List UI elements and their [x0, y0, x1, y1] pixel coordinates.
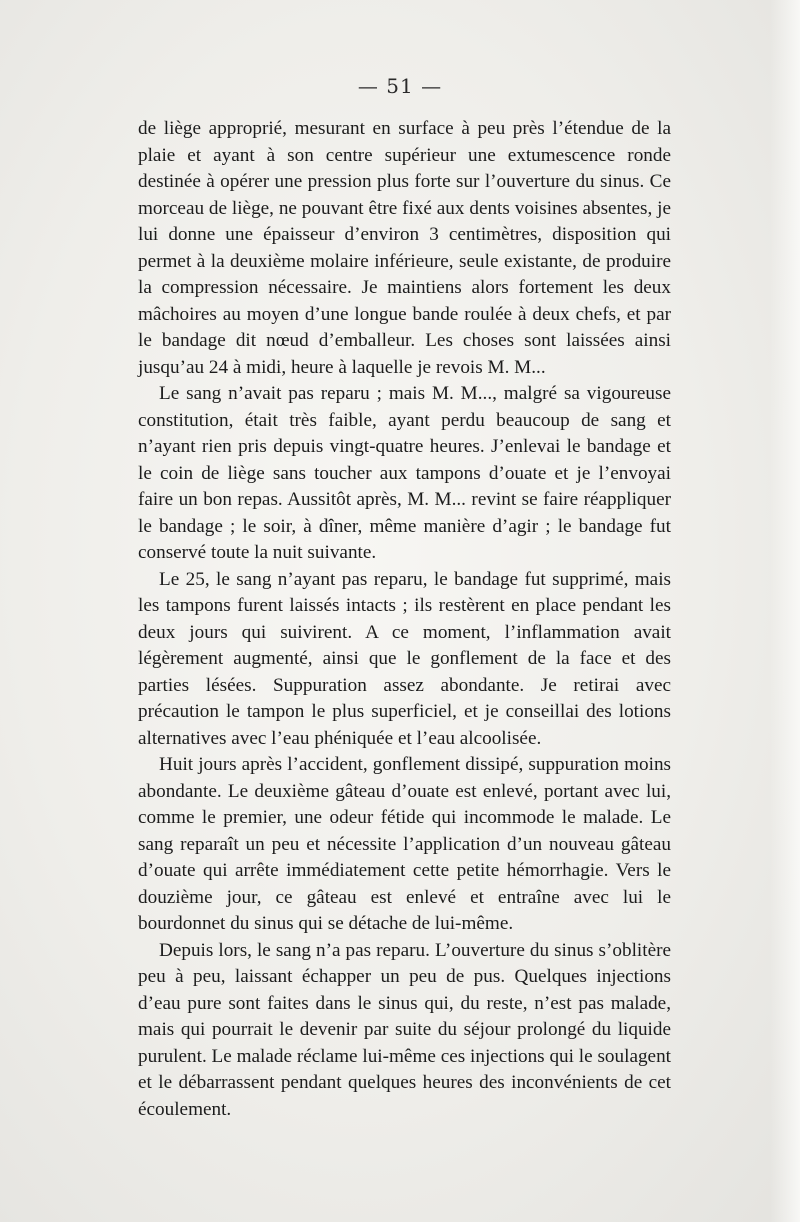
- paragraph: Huit jours après l’accident, gonflement dissipé, suppuration moins abondante. Le deuxième gâteau d’ouate est enlevé, portant avec lui, comme le premier, une odeur fétide qui incommode le malade. Le sang reparaît un peu et nécessite l’application d’un nouveau gâteau d’ouate qui arrête immédiatement cette petite hémorrhagie. Vers le douzième jour, ce gâteau est enlevé et entraîne avec lui le bourdonnet du sinus qui se détache de lui-même.: [138, 754, 671, 934]
- paragraph-continuation: de liège approprié, mesurant en surface à peu près l’étendue de la plaie et ayant à son centre supérieur une extumescence ronde destinée à opérer une pression plus forte sur l’ouverture du sinus. Ce morceau de liège, ne pouvant être fixé aux dents voisines absentes, je lui donne une épaisseur d’environ 3 centimètres, disposition qui permet à la deuxième molaire inférieure, seule existante, de produire la compression nécessaire. Je maintiens alors fortement les deux mâchoires au moyen d’une longue bande roulée à deux chefs, et par le bandage dit nœud d’emballeur. Les choses sont laissées ainsi jusqu’au 24 à midi, heure à laquelle je revois M. M...: [138, 118, 671, 378]
- page-number: — 51 —: [357, 74, 443, 98]
- paragraph: Le 25, le sang n’ayant pas reparu, le bandage fut supprimé, mais les tampons furent laissés intacts ; ils restèrent en place pendant les deux jours qui suivirent. A ce moment, l’inflammation avait légèrement augmenté, ainsi que le gonflement de la face et des parties lésées. Suppuration assez abondante. Je retirai avec précaution le tampon le plus superficiel, et je conseillai des lotions alternatives avec l’eau phéniquée et l’eau alcoolisée.: [138, 568, 671, 749]
- paragraph: Depuis lors, le sang n’a pas reparu. L’ouverture du sinus s’oblitère peu à peu, laissant échapper un peu de pus. Quelques injections d’eau pure sont faites dans le sinus qui, du reste, n’est pas malade, mais qui pourrait le devenir par suite du séjour prolongé du liquide purulent. Le malade réclame lui-même ces injections qui le soulagent et le débarrassent pendant quelques heures des inconvénients de cet écoulement.: [138, 939, 671, 1120]
- page-edge: [770, 0, 800, 1222]
- body-text: [138, 116, 671, 1123]
- paragraph: Le sang n’avait pas reparu ; mais M. M..., malgré sa vigoureuse constitution, était très faible, ayant perdu beaucoup de sang et n’ayant rien pris depuis vingt-quatre heures. J’enlevai le bandage et le coin de liège sans toucher aux tampons d’ouate et je l’envoyai faire un bon repas. Aussitôt après, M. M... revint se faire réappliquer le bandage ; le soir, à dîner, même manière d’agir ; le bandage fut conservé toute la nuit suivante.: [138, 383, 671, 563]
